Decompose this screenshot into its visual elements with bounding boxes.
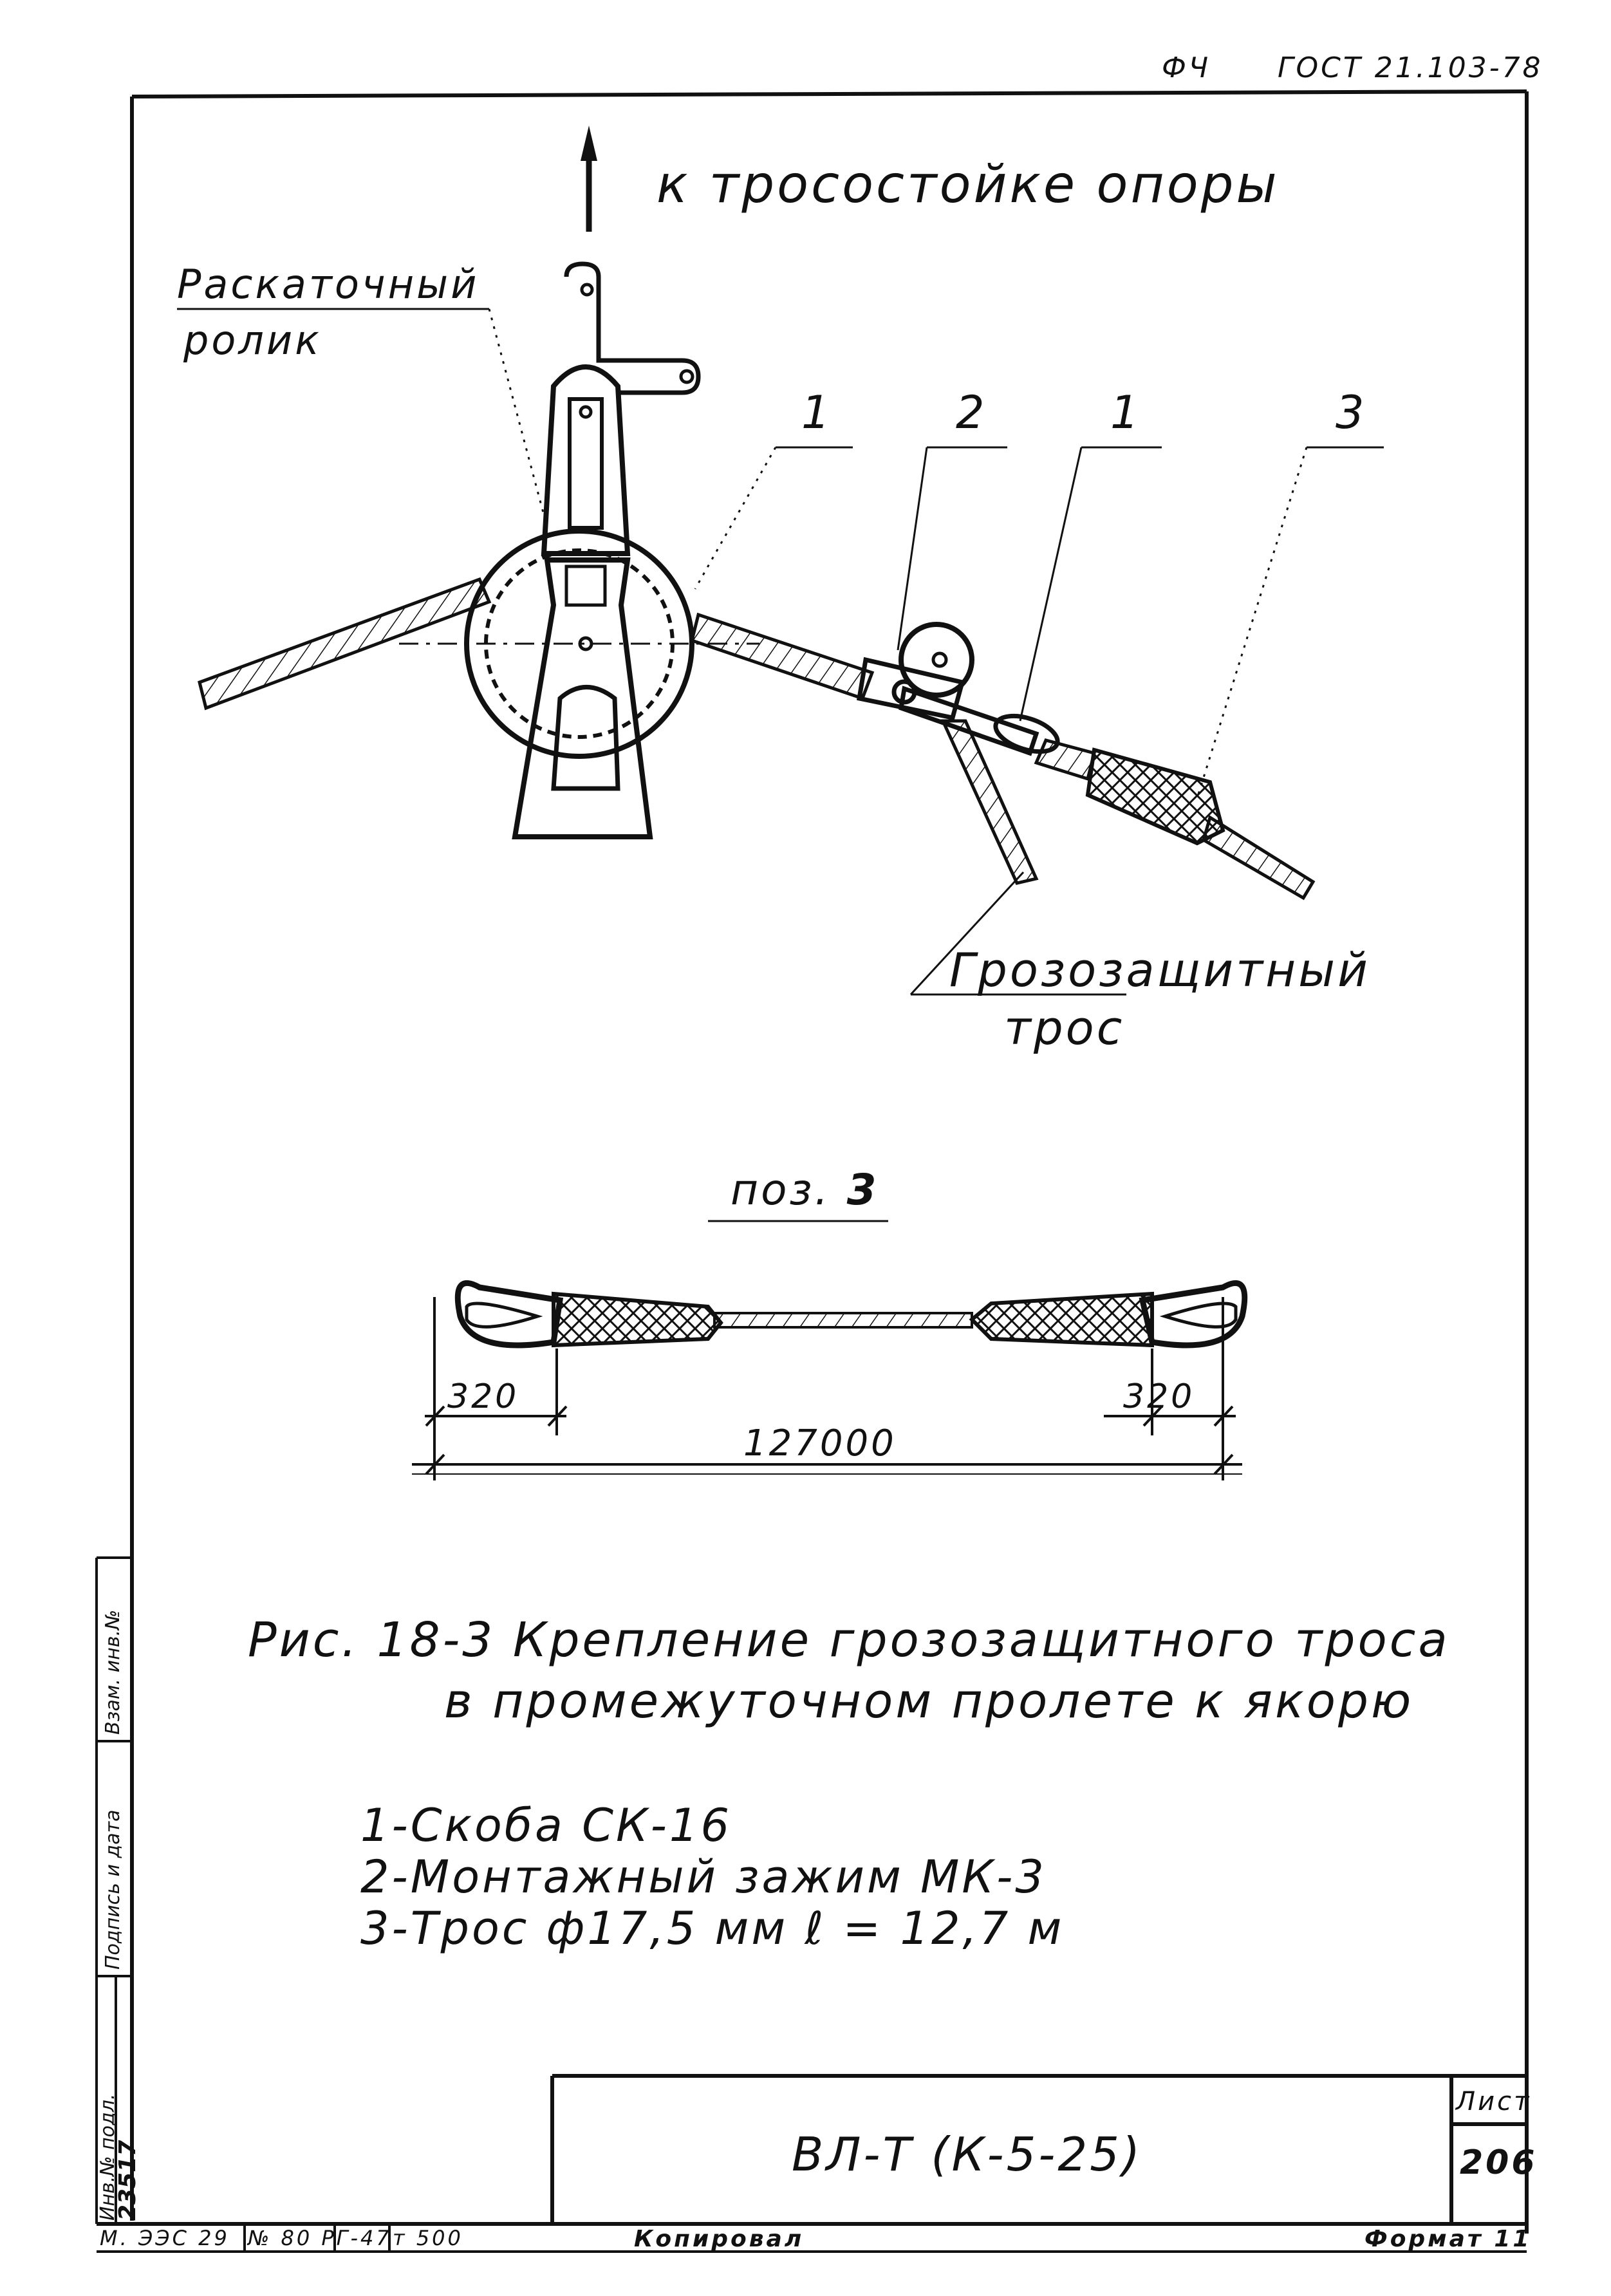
legend-item-2: 2-Монтажный зажим МК-3	[360, 1851, 1047, 1903]
dim-right: 320	[1123, 1377, 1195, 1416]
sheet-code: ФЧ	[1162, 51, 1211, 84]
callout-3: 3	[1336, 386, 1367, 439]
side-inv-number: 23517	[115, 2140, 141, 2221]
detail-title-number: 3	[846, 1165, 879, 1215]
footer-order: М. ЭЭС 29	[100, 2226, 230, 2250]
dim-total: 127000	[743, 1423, 897, 1464]
legend-item-3: 3-Трос ф17,5 мм ℓ = 12,7 м	[360, 1902, 1065, 1955]
footer-tirage: т 500	[393, 2226, 463, 2250]
side-inv-label: Инв.№ подл.	[97, 2093, 119, 2221]
callout-2: 2	[956, 386, 987, 439]
sheet-number: 206	[1460, 2143, 1538, 2182]
detail-title	[731, 1165, 879, 1215]
wire-label-line1: Грозозащитный	[949, 943, 1370, 997]
footer-copied: Копировал	[634, 2226, 805, 2252]
footer-format: Формат 11	[1364, 2226, 1532, 2252]
side-sign-date: Подпись и дата	[102, 1809, 124, 1970]
standard-reference: ГОСТ 21.103-78	[1278, 51, 1543, 84]
leader-lines	[177, 309, 1384, 1221]
roller-label-line1: Раскаточный	[177, 261, 480, 308]
caption-line1: Рис. 18-3 Крепление грозозащитного троса	[248, 1612, 1450, 1668]
legend-item-1: 1-Скоба СК-16	[360, 1799, 732, 1852]
ground-wire-right	[692, 615, 872, 698]
callout-1-right: 1	[1110, 386, 1142, 439]
roller-drawing	[399, 264, 759, 837]
cable-pos3	[1036, 740, 1313, 898]
ground-wire-down	[943, 721, 1036, 883]
callout-1-left: 1	[801, 386, 833, 439]
caption-line2: в промежуточном пролете к якорю	[444, 1674, 1414, 1729]
title-designation: ВЛ-Т (К-5-25)	[792, 2127, 1143, 2181]
top-arrow-label: к тросостойке опоры	[657, 154, 1280, 214]
sheet-label: Лист	[1456, 2087, 1532, 2116]
detail-cable	[458, 1283, 1245, 1345]
roller-label-line2: ролик	[183, 317, 322, 364]
direction-arrow	[581, 126, 597, 232]
side-replace-inv: Взам. инв.№	[102, 1609, 124, 1735]
dim-left: 320	[447, 1377, 519, 1416]
wire-label-line2: трос	[1004, 1001, 1125, 1055]
detail-title-prefix: поз.	[731, 1165, 831, 1215]
footer-code: № 80 РГ-47	[248, 2226, 392, 2250]
